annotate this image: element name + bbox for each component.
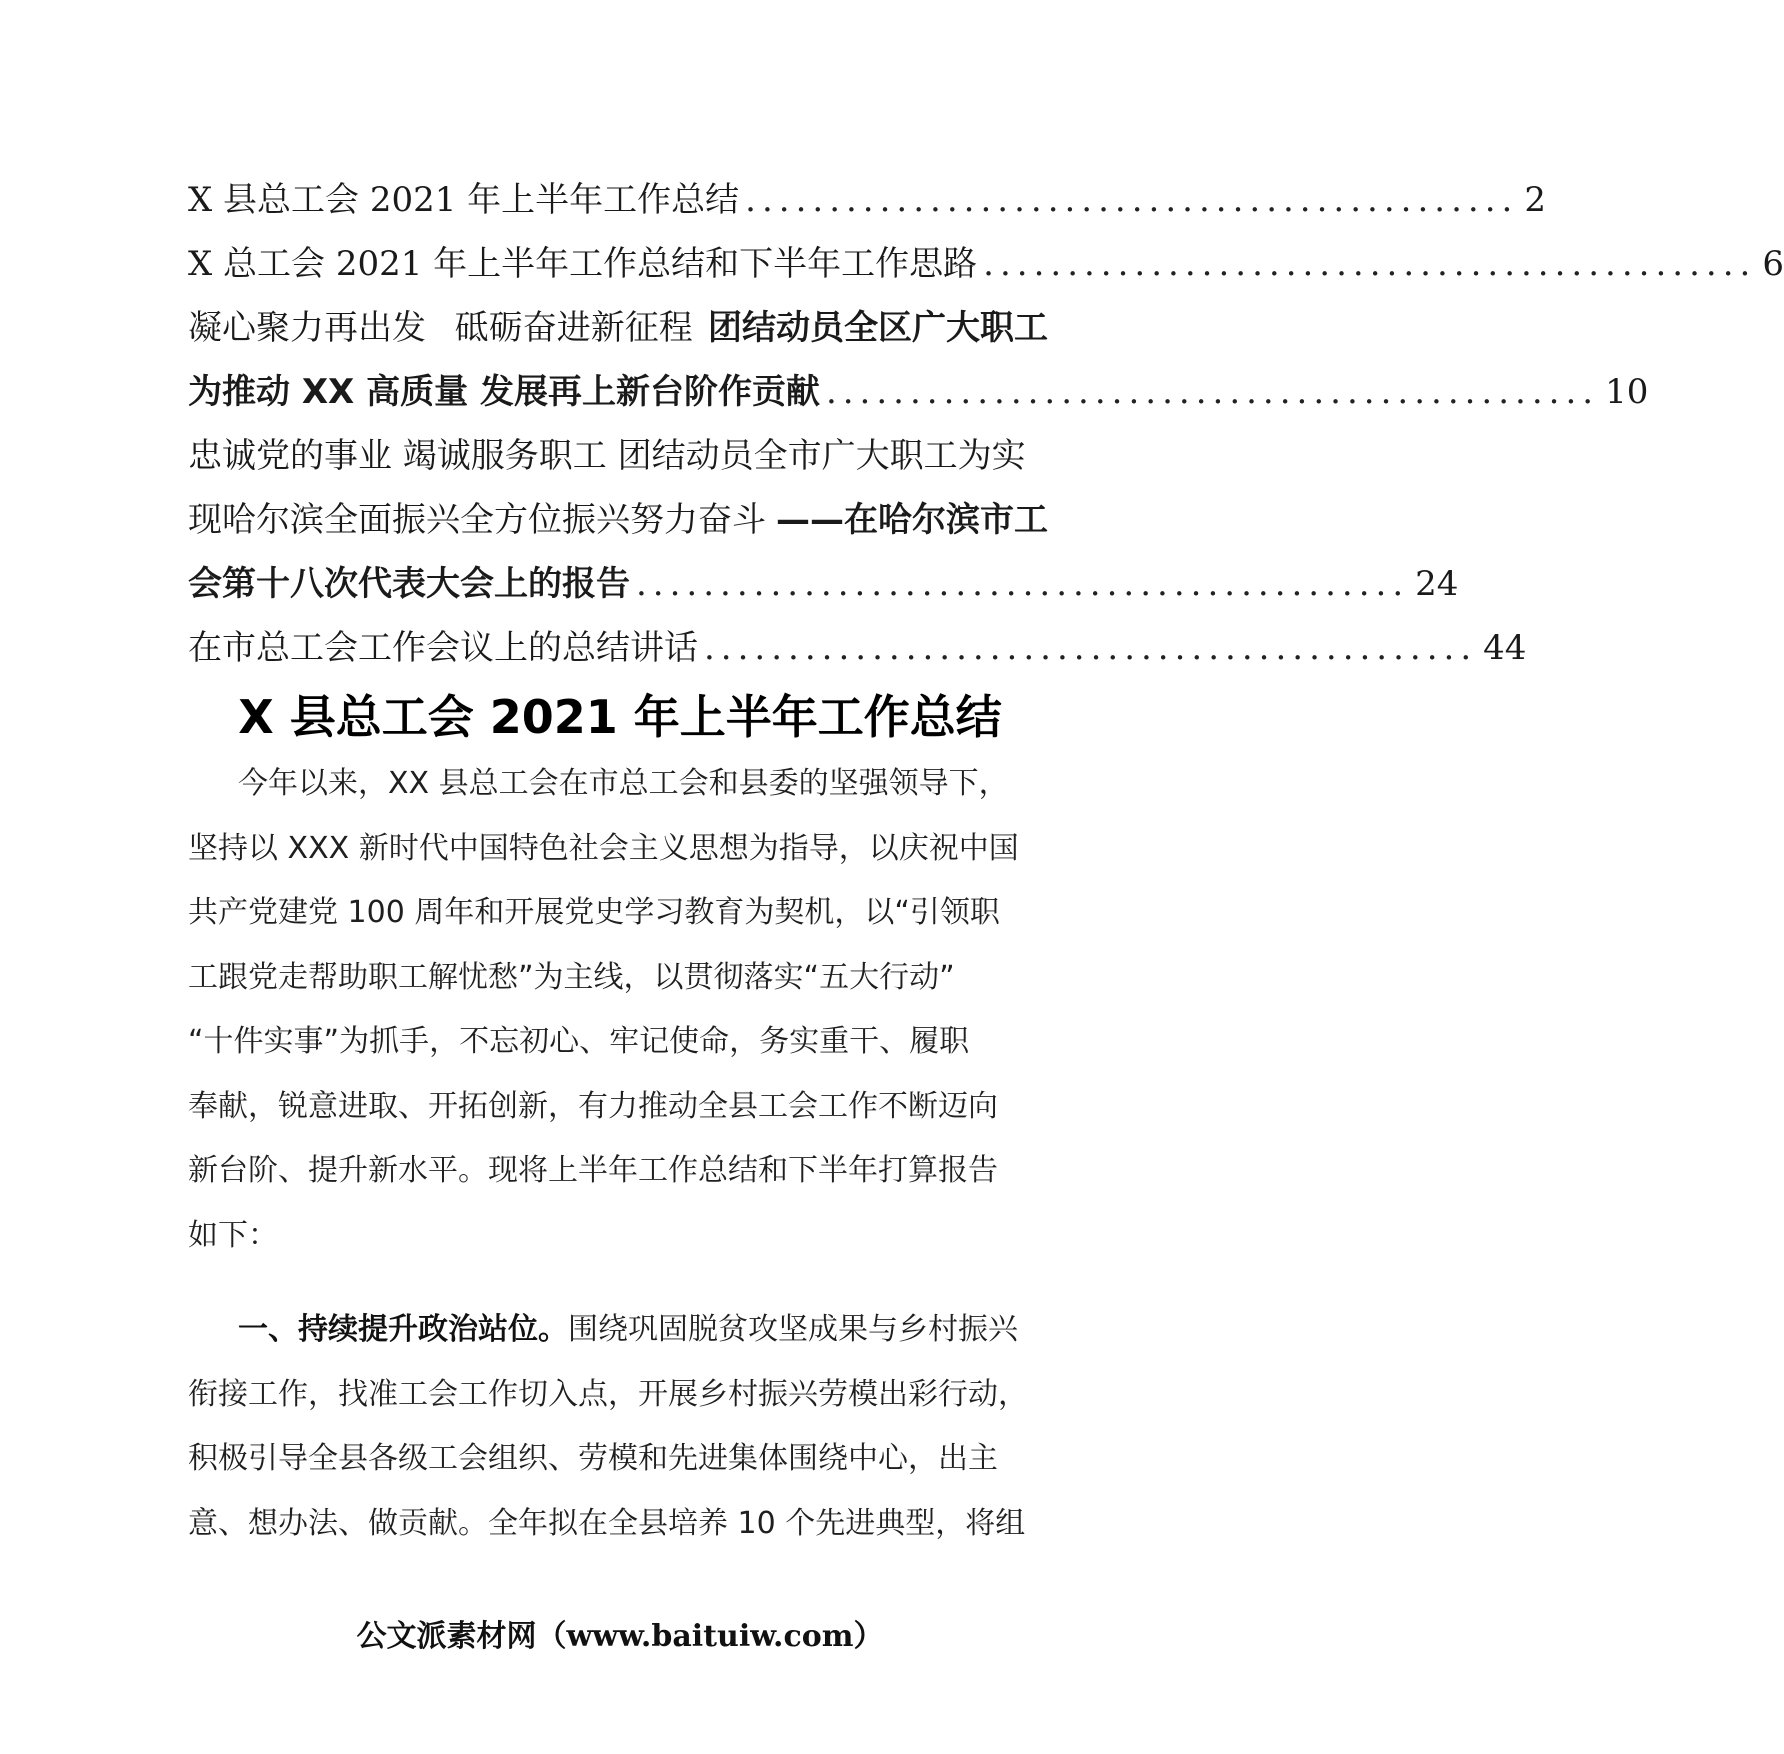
toc-entry-title-part: ——在哈尔滨市工 (776, 500, 1048, 540)
paragraph-line: 如下： (188, 1217, 278, 1253)
toc-entry-title: X 总工会 2021 年上半年工作总结和下半年工作思路 (188, 244, 978, 284)
document-title: X 县总工会 2021 年上半年工作总结 (238, 690, 1002, 744)
document-body (188, 752, 1056, 1556)
toc-leader-dots: .............................................. (825, 372, 1600, 412)
toc-entry-title-part: 团结动员全区广大职工 (708, 308, 1048, 348)
toc-entry[interactable] (188, 168, 1546, 232)
table-of-contents (188, 168, 1784, 680)
toc-entry[interactable] (188, 424, 1048, 488)
paragraph-line: 意、想办法、做贡献。全年拟在全县培养 10 个先进典型，将组 (188, 1505, 1026, 1541)
toc-entry[interactable] (188, 232, 1784, 296)
paragraph-line: “十件实事”为抓手，不忘初心、牢记使命，务实重干、履职 (188, 1024, 970, 1059)
toc-leader-dots: .............................................. (745, 180, 1519, 220)
toc-leader-dots: .............................................. (704, 628, 1478, 668)
toc-entry-title-part: 会第十八次代表大会上的报告 (188, 564, 630, 604)
paragraph-line: 新台阶、提升新水平。现将上半年工作总结和下半年打算报告 (188, 1153, 998, 1188)
toc-entry-continuation[interactable] (188, 360, 1649, 424)
toc-entry-title-part: 凝心聚力再出发 (188, 308, 426, 348)
toc-page-number: 10 (1605, 372, 1649, 412)
toc-entry-title: X 县总工会 2021 年上半年工作总结 (188, 180, 740, 220)
toc-page-number: 2 (1524, 180, 1546, 220)
toc-entry-title: 在市总工会工作会议上的总结讲话 (188, 628, 698, 668)
paragraph-line: 坚持以 XXX 新时代中国特色社会主义思想为指导，以庆祝中国 (188, 830, 1019, 866)
toc-page-number: 44 (1483, 628, 1527, 668)
toc-entry[interactable] (188, 616, 1527, 680)
toc-entry-title-part: 砥砺奋进新征程 (454, 308, 693, 348)
paragraph-line: 今年以来，XX 县总工会在市总工会和县委的坚强领导下， (238, 766, 1009, 801)
paragraph-line: 共产党建党 100 周年和开展党史学习教育为契机，以“引领职 (188, 895, 1000, 930)
toc-page-number: 24 (1415, 564, 1459, 604)
toc-entry[interactable] (188, 296, 1048, 360)
toc-entry-continuation[interactable] (188, 488, 1048, 552)
paragraph-line: 工跟党走帮助职工解忧愁”为主线，以贯彻落实“五大行动” (188, 959, 955, 995)
toc-entry-title-part: 忠诚党的事业 竭诚服务职工 团结动员全市广大职工为实 (188, 436, 1026, 476)
toc-leader-dots: .............................................. (636, 564, 1410, 604)
paragraph-text: 围绕巩固脱贫攻坚成果与乡村振兴 (568, 1312, 1018, 1347)
toc-leader-dots: .............................................. (983, 244, 1757, 284)
toc-entry-title-part: 现哈尔滨全面振兴全方位振兴努力奋斗 (188, 500, 766, 540)
paragraph-line: 积极引导全县各级工会组织、劳模和先进集体围绕中心，出主 (188, 1441, 998, 1476)
paragraph-line: 衔接工作，找准工会工作切入点，开展乡村振兴劳模出彩行动， (188, 1376, 1028, 1412)
section-heading: 一、持续提升政治站位。 (238, 1312, 568, 1347)
paragraph-line (188, 1298, 1056, 1363)
toc-entry-title-part: 为推动 XX 高质量 发展再上新台阶作贡献 (188, 372, 820, 412)
toc-entry-continuation[interactable] (188, 552, 1459, 616)
footer-watermark: 公文派素材网（www.baituiw.com） (356, 1619, 884, 1654)
toc-page-number: 6 (1762, 244, 1784, 284)
paragraph-line: 奉献，锐意进取、开拓创新，有力推动全县工会工作不断迈向 (188, 1088, 998, 1124)
